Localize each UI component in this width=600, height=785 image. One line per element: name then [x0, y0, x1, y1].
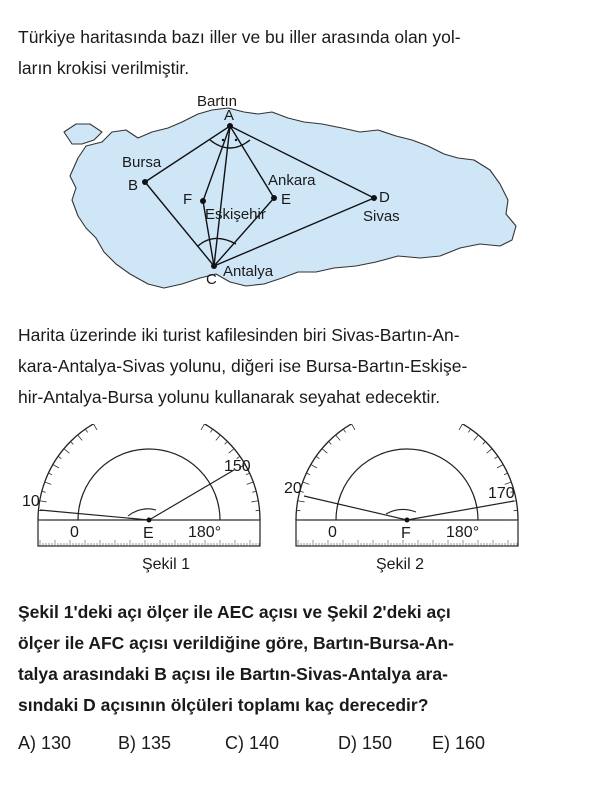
question-line-2: ölçer ile AFC açısı verildiğine göre, Bartın-Bursa-An- — [18, 633, 454, 653]
figure-1-caption: Şekil 1 — [141, 556, 191, 573]
point-d — [371, 195, 377, 201]
protractor-2-ray-right — [407, 501, 514, 520]
protractor-1-vertex — [147, 518, 152, 523]
label-antalya: Antalya — [223, 263, 274, 280]
protractor-2-zero-label: 0 — [328, 524, 337, 541]
protractor-scale-tick — [48, 473, 52, 475]
protractor-1-ray-right — [149, 470, 234, 520]
intro-line-1: Türkiye haritasında bazı iller ve bu iller arasında olan yol- — [18, 27, 461, 47]
protractor-scale-tick — [459, 424, 463, 430]
point-e — [271, 195, 277, 201]
label-d: D — [379, 189, 390, 206]
protractor-2-vertex-label: F — [401, 525, 411, 542]
protractor-scale-tick — [352, 424, 356, 430]
protractor-2-end-label: 180° — [446, 524, 480, 541]
answer-options — [18, 733, 578, 759]
thrace-landmass — [64, 124, 102, 144]
point-f — [200, 198, 206, 204]
protractor-scale-tick — [316, 456, 319, 458]
protractor-scale-tick — [298, 501, 305, 502]
protractor-scale-tick — [329, 442, 332, 445]
protractor-2-vertex — [405, 518, 410, 523]
label-a: A — [224, 107, 235, 124]
protractor-scale-tick — [210, 429, 212, 432]
option-b[interactable]: B) 135 — [118, 733, 172, 753]
protractor-scale-tick — [40, 501, 47, 502]
label-bursa: Bursa — [122, 154, 162, 171]
protractor-scale-tick — [229, 449, 234, 453]
description-text — [18, 320, 584, 413]
protractor-scale-tick — [53, 465, 59, 469]
description-line-1: Harita üzerinde iki turist kafilesinden biri Sivas-Bartın-An- — [18, 325, 460, 345]
protractor-scale-tick — [497, 465, 503, 469]
protractor-scale-tick — [474, 435, 478, 440]
protractor-2-left-reading: 20 — [284, 480, 302, 497]
label-bartin: Bartın — [197, 93, 238, 110]
protractor-1-angle-arrow — [128, 509, 156, 516]
protractor-scale-tick — [78, 435, 82, 440]
protractor-scale-tick — [247, 482, 254, 484]
protractor-2-ray-left — [304, 496, 407, 520]
protractor-scale-tick — [483, 442, 486, 445]
protractor-figure-2 — [280, 424, 540, 576]
label-c: C — [206, 271, 217, 288]
point-c — [211, 263, 217, 269]
intro-text — [18, 22, 584, 84]
protractor-scale-tick — [64, 449, 69, 453]
protractor-scale-tick — [216, 435, 220, 440]
protractor-scale-tick — [336, 435, 340, 440]
label-eskisehir: Eskişehir — [205, 206, 266, 223]
turkey-map-diagram — [60, 88, 530, 300]
protractor-scale-tick — [45, 482, 52, 484]
label-e: E — [281, 191, 292, 208]
description-line-2: kara-Antalya-Sivas yolunu, diğeri ise Bursa-Bartın-Eskişe- — [18, 356, 468, 376]
protractor-scale-tick — [58, 456, 61, 458]
question-line-1: Şekil 1'deki açı ölçer ile AEC açısı ve Şekil 2'deki açı — [18, 602, 451, 622]
protractor-scale-tick — [85, 429, 87, 432]
protractor-scale-tick — [468, 429, 470, 432]
option-d[interactable]: D) 150 — [338, 733, 393, 753]
protractor-scale-tick — [322, 449, 327, 453]
protractor-scale-tick — [42, 491, 46, 492]
protractor-1-end-label: 180° — [188, 524, 222, 541]
intro-line-2: ların krokisi verilmiştir. — [18, 58, 190, 78]
figure-2-caption: Şekil 2 — [375, 556, 425, 573]
angle-dot-a2 — [235, 139, 237, 141]
protractor-1-right-reading: 150 — [224, 458, 251, 475]
protractor-scale-tick — [311, 465, 317, 469]
angle-dot-a1 — [222, 139, 224, 141]
protractor-figure-1 — [20, 424, 280, 576]
label-ankara: Ankara — [268, 172, 316, 189]
label-b: B — [128, 177, 139, 194]
protractor-scale-tick — [225, 442, 228, 445]
protractor-scale-tick — [504, 473, 508, 475]
protractor-scale-tick — [303, 482, 310, 484]
option-c[interactable]: C) 140 — [225, 733, 280, 753]
protractor-scale-tick — [201, 424, 205, 430]
question-text — [18, 597, 584, 721]
protractor-scale-tick — [495, 456, 498, 458]
protractor-scale-tick — [252, 491, 256, 492]
protractor-scale-tick — [94, 424, 98, 430]
question-line-4: sındaki D açısının ölçüleri toplamı kaç derecedir? — [18, 695, 429, 715]
protractor-1-left-reading: 10 — [22, 493, 40, 510]
protractor-2-angle-arrow — [386, 509, 416, 514]
protractor-scale-tick — [71, 442, 74, 445]
protractor-scale-tick — [251, 501, 258, 502]
protractor-scale-tick — [306, 473, 310, 475]
option-e[interactable]: E) 160 — [432, 733, 486, 753]
protractor-2-right-reading: 170 — [488, 485, 515, 502]
point-b — [142, 179, 148, 185]
protractor-1-ray-left — [40, 510, 149, 520]
option-a[interactable]: A) 130 — [18, 733, 72, 753]
description-line-3: hir-Antalya-Bursa yolunu kullanarak seyahat edecektir. — [18, 387, 441, 407]
label-sivas: Sivas — [363, 208, 400, 225]
protractor-1-vertex-label: E — [143, 525, 154, 542]
label-f: F — [183, 191, 193, 208]
turkey-landmass — [70, 108, 516, 288]
protractor-scale-tick — [343, 429, 345, 432]
protractor-scale-tick — [487, 449, 492, 453]
question-line-3: talya arasındaki B açısı ile Bartın-Sivas-Antalya ara- — [18, 664, 448, 684]
protractor-1-zero-label: 0 — [70, 524, 79, 541]
